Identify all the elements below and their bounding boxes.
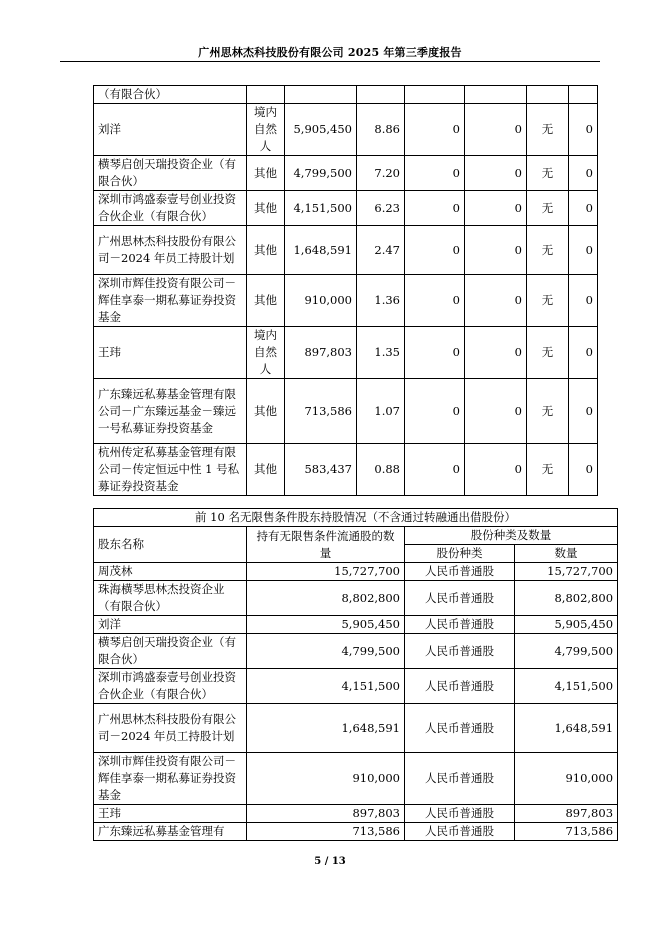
holder-name-cell: 王玮 (94, 327, 247, 379)
frozen-qty-cell: 0 (569, 327, 598, 379)
frozen-qty-cell (569, 86, 598, 104)
pledge-qty-cell: 0 (465, 379, 527, 444)
share-type-qty-cell: 15,727,700 (515, 563, 618, 581)
table-row (94, 156, 598, 191)
status-cell: 无 (527, 156, 569, 191)
qty-cell: 897,803 (247, 805, 405, 823)
header-share-class: 股份种类及数量 (405, 527, 618, 545)
pledge-qty-cell: 0 (465, 275, 527, 327)
shares-cell: 897,803 (285, 327, 357, 379)
restricted-cell: 0 (405, 104, 465, 156)
table-row (94, 379, 598, 444)
frozen-qty-cell: 0 (569, 226, 598, 275)
share-type-cell: 人民币普通股 (405, 581, 515, 616)
qty-cell: 4,799,500 (247, 634, 405, 669)
holder-type-cell: 其他 (247, 379, 285, 444)
qty-cell: 15,727,700 (247, 563, 405, 581)
share-type-qty-cell: 5,905,450 (515, 616, 618, 634)
percent-cell: 1.07 (357, 379, 405, 444)
header-qty: 持有无限售条件流通股的数量 (247, 527, 405, 563)
holder-name-cell: 深圳市辉佳投资有限公司－辉佳享泰一期私募证券投资基金 (94, 753, 247, 805)
holder-type-cell: 其他 (247, 275, 285, 327)
holder-name-cell: 横琴启创天瑞投资企业（有限合伙） (94, 634, 247, 669)
share-type-cell: 人民币普通股 (405, 563, 515, 581)
percent-cell: 8.86 (357, 104, 405, 156)
holder-name-cell: 深圳市鸿盛泰壹号创业投资合伙企业（有限合伙） (94, 191, 247, 226)
percent-cell: 1.36 (357, 275, 405, 327)
restricted-cell: 0 (405, 379, 465, 444)
restricted-cell: 0 (405, 191, 465, 226)
share-type-qty-cell: 8,802,800 (515, 581, 618, 616)
qty-cell: 910,000 (247, 753, 405, 805)
holder-name-cell: 横琴启创天瑞投资企业（有限合伙） (94, 156, 247, 191)
header-class-type: 股份种类 (405, 545, 515, 563)
shares-cell: 4,799,500 (285, 156, 357, 191)
holder-type-cell: 其他 (247, 444, 285, 496)
shares-cell: 4,151,500 (285, 191, 357, 226)
table-row (94, 275, 598, 327)
holder-type-cell: 其他 (247, 156, 285, 191)
status-cell: 无 (527, 275, 569, 327)
holder-name-cell: 杭州传定私募基金管理有限公司－传定恒远中性 1 号私募证券投资基金 (94, 444, 247, 496)
holder-name-cell: 珠海横琴思林杰投资企业（有限合伙） (94, 581, 247, 616)
percent-cell (357, 86, 405, 104)
share-type-cell: 人民币普通股 (405, 823, 515, 841)
pledge-qty-cell (465, 86, 527, 104)
holder-name-cell: 广州思林杰科技股份有限公司－2024 年员工持股计划 (94, 704, 247, 753)
restricted-cell: 0 (405, 156, 465, 191)
holder-type-cell: 其他 (247, 226, 285, 275)
table-row (94, 823, 618, 841)
table-row (94, 704, 618, 753)
table-row (94, 191, 598, 226)
frozen-qty-cell: 0 (569, 104, 598, 156)
status-cell: 无 (527, 327, 569, 379)
holder-name-cell: 王玮 (94, 805, 247, 823)
table-row (94, 104, 598, 156)
pledge-qty-cell: 0 (465, 226, 527, 275)
holder-name-cell: 刘洋 (94, 616, 247, 634)
header-holder: 股东名称 (94, 527, 247, 563)
shares-cell: 583,437 (285, 444, 357, 496)
table-row (94, 226, 598, 275)
table-row (94, 753, 618, 805)
table-row (94, 805, 618, 823)
frozen-qty-cell: 0 (569, 191, 598, 226)
status-cell (527, 86, 569, 104)
pledge-qty-cell: 0 (465, 156, 527, 191)
frozen-qty-cell: 0 (569, 379, 598, 444)
share-type-qty-cell: 897,803 (515, 805, 618, 823)
percent-cell: 6.23 (357, 191, 405, 226)
holder-type-cell: 境内自然人 (247, 327, 285, 379)
section-title: 前 10 名无限售条件股东持股情况（不含通过转融通出借股份） (94, 509, 618, 527)
qty-cell: 8,802,800 (247, 581, 405, 616)
shares-cell: 5,905,450 (285, 104, 357, 156)
top-shareholders-table (93, 85, 598, 496)
frozen-qty-cell: 0 (569, 275, 598, 327)
share-type-cell: 人民币普通股 (405, 805, 515, 823)
section-title-row (94, 509, 618, 527)
status-cell: 无 (527, 444, 569, 496)
shares-cell: 1,648,591 (285, 226, 357, 275)
table-row (94, 563, 618, 581)
frozen-qty-cell: 0 (569, 444, 598, 496)
header-rule (60, 61, 600, 62)
share-type-qty-cell: 910,000 (515, 753, 618, 805)
percent-cell: 0.88 (357, 444, 405, 496)
shares-cell: 910,000 (285, 275, 357, 327)
share-type-cell: 人民币普通股 (405, 753, 515, 805)
percent-cell: 7.20 (357, 156, 405, 191)
holder-name-cell: 刘洋 (94, 104, 247, 156)
qty-cell: 5,905,450 (247, 616, 405, 634)
status-cell: 无 (527, 226, 569, 275)
share-type-cell: 人民币普通股 (405, 616, 515, 634)
header-row (94, 527, 618, 545)
pledge-qty-cell: 0 (465, 444, 527, 496)
restricted-cell: 0 (405, 275, 465, 327)
holder-name-cell: 广东臻远私募基金管理有限公司－广东臻远基金－臻远一号私募证券投资基金 (94, 379, 247, 444)
table-row (94, 444, 598, 496)
frozen-qty-cell: 0 (569, 156, 598, 191)
holder-name-cell: （有限合伙） (94, 86, 247, 104)
holder-name-cell: 广东臻远私募基金管理有 (94, 823, 247, 841)
pledge-qty-cell: 0 (465, 191, 527, 226)
qty-cell: 4,151,500 (247, 669, 405, 704)
holder-name-cell: 深圳市鸿盛泰壹号创业投资合伙企业（有限合伙） (94, 669, 247, 704)
status-cell: 无 (527, 104, 569, 156)
pledge-qty-cell: 0 (465, 104, 527, 156)
percent-cell: 2.47 (357, 226, 405, 275)
page-header: 广州思林杰科技股份有限公司 2025 年第三季度报告 (198, 46, 462, 59)
share-type-qty-cell: 4,151,500 (515, 669, 618, 704)
pledge-qty-cell: 0 (465, 327, 527, 379)
status-cell: 无 (527, 379, 569, 444)
share-type-cell: 人民币普通股 (405, 704, 515, 753)
table-row (94, 86, 598, 104)
share-type-cell: 人民币普通股 (405, 634, 515, 669)
restricted-cell: 0 (405, 327, 465, 379)
shares-cell (285, 86, 357, 104)
holder-name-cell: 广州思林杰科技股份有限公司－2024 年员工持股计划 (94, 226, 247, 275)
holder-name-cell: 周茂林 (94, 563, 247, 581)
share-type-qty-cell: 4,799,500 (515, 634, 618, 669)
restricted-cell: 0 (405, 444, 465, 496)
share-type-qty-cell: 713,586 (515, 823, 618, 841)
holder-type-cell: 境内自然人 (247, 104, 285, 156)
share-type-qty-cell: 1,648,591 (515, 704, 618, 753)
table-row (94, 327, 598, 379)
restricted-cell: 0 (405, 226, 465, 275)
unrestricted-holders-table (93, 508, 618, 841)
table-row (94, 634, 618, 669)
header-class-qty: 数量 (515, 545, 618, 563)
percent-cell: 1.35 (357, 327, 405, 379)
table-row (94, 581, 618, 616)
table-row (94, 616, 618, 634)
holder-name-cell: 深圳市辉佳投资有限公司－辉佳享泰一期私募证券投资基金 (94, 275, 247, 327)
qty-cell: 713,586 (247, 823, 405, 841)
restricted-cell (405, 86, 465, 104)
shares-cell: 713,586 (285, 379, 357, 444)
page-number: 5 / 13 (314, 856, 346, 867)
share-type-cell: 人民币普通股 (405, 669, 515, 704)
holder-type-cell: 其他 (247, 191, 285, 226)
status-cell: 无 (527, 191, 569, 226)
holder-type-cell (247, 86, 285, 104)
qty-cell: 1,648,591 (247, 704, 405, 753)
table-row (94, 669, 618, 704)
